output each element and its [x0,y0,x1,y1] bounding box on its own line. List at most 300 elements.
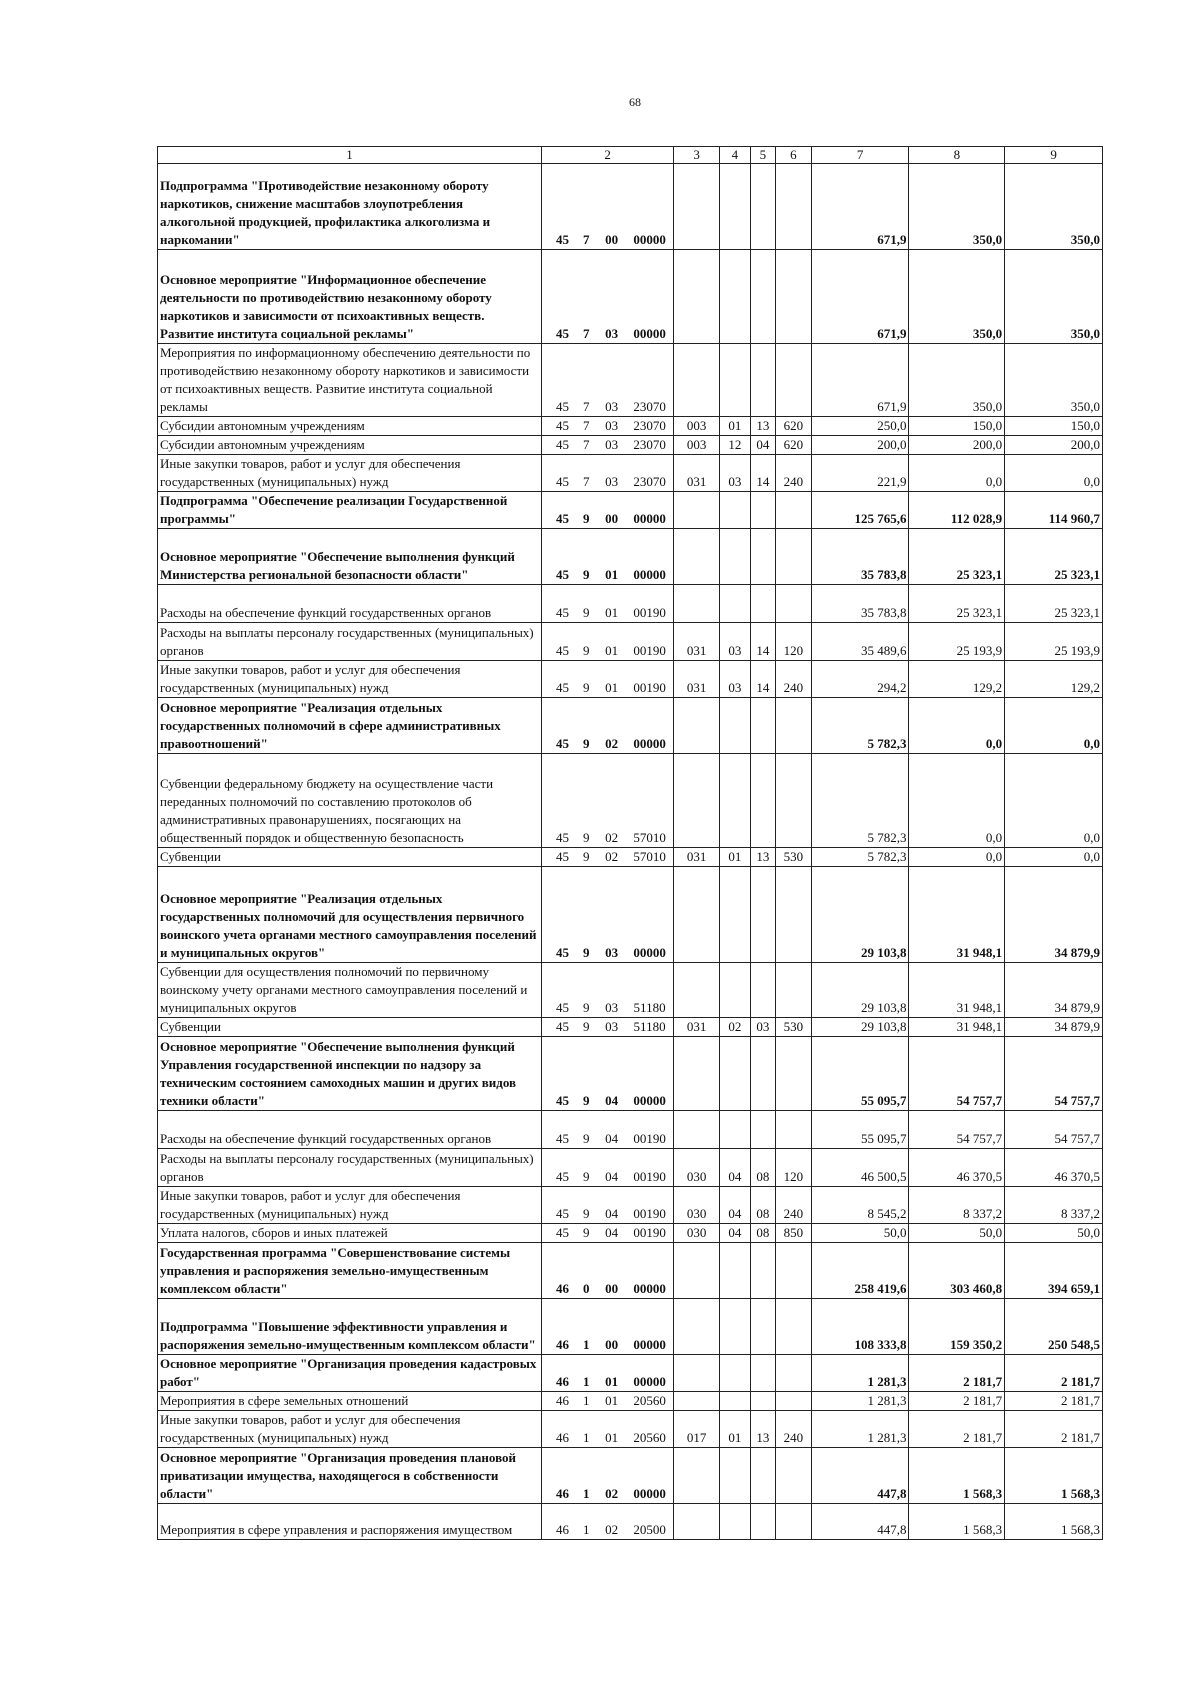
table-row [158,529,1103,585]
code-subprogram: 1 [575,1448,597,1504]
amount-col-9: 114 960,7 [1005,492,1103,529]
table-row [158,1392,1103,1411]
code-subsection [750,250,775,344]
amount-col-7: 671,9 [811,250,909,344]
code-subprogram: 9 [575,1111,597,1149]
code-section [720,867,751,963]
code-subprogram: 9 [575,963,597,1018]
table-row [158,164,1103,250]
code-section [720,1504,751,1540]
code-subsection [750,585,775,623]
code-expense-type: 530 [776,848,812,867]
table-row [158,1018,1103,1037]
code-direction: 00000 [626,1299,674,1355]
amount-col-9: 25 193,9 [1005,623,1103,661]
code-subprogram: 7 [575,455,597,492]
table-row [158,1243,1103,1299]
amount-col-8: 350,0 [909,344,1005,417]
amount-col-8: 2 181,7 [909,1411,1005,1448]
amount-col-9: 350,0 [1005,164,1103,250]
code-subprogram: 9 [575,867,597,963]
row-name: Иные закупки товаров, работ и услуг для обеспечения государственных (муниципальных) нужд [158,455,542,492]
code-direction: 00000 [626,698,674,754]
row-name: Субсидии автономным учреждениям [158,417,542,436]
amount-col-7: 5 782,3 [811,698,909,754]
code-activity: 02 [597,1448,626,1504]
code-subsection: 03 [750,1018,775,1037]
code-expense-type: 120 [776,623,812,661]
code-subsection: 08 [750,1149,775,1187]
amount-col-8: 200,0 [909,436,1005,455]
code-subprogram: 9 [575,1224,597,1243]
code-program: 45 [541,623,575,661]
code-section: 01 [720,848,751,867]
code-subsection: 14 [750,455,775,492]
amount-col-8: 25 323,1 [909,585,1005,623]
amount-col-7: 200,0 [811,436,909,455]
amount-col-8: 2 181,7 [909,1392,1005,1411]
amount-col-9: 350,0 [1005,344,1103,417]
code-section: 04 [720,1224,751,1243]
row-name: Основное мероприятие "Информационное обеспечение деятельности по противодействию незаконному обороту наркотиков и зависимости от психоактивных веществ. Развитие института социальной рекламы" [158,250,542,344]
amount-col-9: 25 323,1 [1005,529,1103,585]
amount-col-7: 50,0 [811,1224,909,1243]
code-expense-type [776,867,812,963]
code-subprogram: 9 [575,848,597,867]
amount-col-8: 2 181,7 [909,1355,1005,1392]
page-number: 68 [629,95,641,109]
code-program: 45 [541,698,575,754]
code-ministry [674,1037,720,1111]
code-expense-type [776,698,812,754]
code-subprogram: 9 [575,492,597,529]
amount-col-7: 294,2 [811,661,909,698]
amount-col-7: 250,0 [811,417,909,436]
code-activity: 01 [597,1411,626,1448]
code-expense-type: 240 [776,661,812,698]
code-section [720,1448,751,1504]
code-ministry [674,754,720,848]
code-section: 03 [720,623,751,661]
table-row [158,455,1103,492]
row-name: Подпрограмма "Обеспечение реализации Государственной программы" [158,492,542,529]
row-name: Расходы на выплаты персоналу государственных (муниципальных) органов [158,1149,542,1187]
code-direction: 51180 [626,963,674,1018]
code-subprogram: 9 [575,1037,597,1111]
amount-col-8: 350,0 [909,250,1005,344]
amount-col-8: 0,0 [909,455,1005,492]
column-header-6: 6 [776,147,812,164]
code-ministry: 030 [674,1224,720,1243]
code-section [720,698,751,754]
amount-col-8: 112 028,9 [909,492,1005,529]
code-ministry [674,1111,720,1149]
row-name: Мероприятия в сфере управления и распоряжения имуществом [158,1504,542,1540]
code-program: 45 [541,417,575,436]
code-direction: 23070 [626,436,674,455]
code-expense-type [776,344,812,417]
code-ministry [674,492,720,529]
code-program: 46 [541,1355,575,1392]
code-program: 45 [541,436,575,455]
amount-col-8: 50,0 [909,1224,1005,1243]
code-subsection [750,867,775,963]
amount-col-7: 55 095,7 [811,1037,909,1111]
code-direction: 00000 [626,250,674,344]
code-direction: 20560 [626,1392,674,1411]
code-program: 45 [541,1037,575,1111]
amount-col-9: 0,0 [1005,455,1103,492]
amount-col-7: 447,8 [811,1504,909,1540]
table-row [158,1037,1103,1111]
code-subsection [750,1299,775,1355]
code-program: 46 [541,1504,575,1540]
code-subsection: 14 [750,661,775,698]
code-direction: 00000 [626,492,674,529]
code-ministry: 031 [674,1018,720,1037]
code-expense-type [776,492,812,529]
code-ministry: 030 [674,1187,720,1224]
amount-col-7: 221,9 [811,455,909,492]
code-subsection [750,698,775,754]
code-section [720,529,751,585]
code-activity: 02 [597,754,626,848]
row-name: Иные закупки товаров, работ и услуг для обеспечения государственных (муниципальных) нужд [158,1411,542,1448]
table-row [158,661,1103,698]
code-subsection [750,1504,775,1540]
code-direction: 00190 [626,585,674,623]
table-row [158,1224,1103,1243]
code-ministry [674,1448,720,1504]
table-row [158,1411,1103,1448]
row-name: Расходы на обеспечение функций государственных органов [158,585,542,623]
code-expense-type: 620 [776,436,812,455]
column-header-9: 9 [1005,147,1103,164]
amount-col-8: 25 193,9 [909,623,1005,661]
row-name: Основное мероприятие "Обеспечение выполнения функций Управления государственной инспекции по надзору за техническим состоянием самоходных машин и других видов техники области" [158,1037,542,1111]
code-expense-type [776,754,812,848]
amount-col-7: 671,9 [811,164,909,250]
table-row [158,585,1103,623]
column-header-1: 1 [158,147,542,164]
amount-col-9: 1 568,3 [1005,1504,1103,1540]
code-subsection [750,1448,775,1504]
row-name: Основное мероприятие "Реализация отдельных государственных полномочий в сфере административных правоотношений" [158,698,542,754]
code-section: 12 [720,436,751,455]
column-header-4: 4 [720,147,751,164]
code-activity: 01 [597,1355,626,1392]
code-direction: 20560 [626,1411,674,1448]
amount-col-9: 1 568,3 [1005,1448,1103,1504]
code-section [720,1299,751,1355]
code-subsection [750,1037,775,1111]
row-name: Расходы на выплаты персоналу государственных (муниципальных) органов [158,623,542,661]
code-direction: 00190 [626,1187,674,1224]
code-subsection [750,1243,775,1299]
code-expense-type [776,1504,812,1540]
code-direction: 23070 [626,417,674,436]
code-program: 45 [541,1149,575,1187]
row-name: Основное мероприятие "Организация проведения плановой приватизации имущества, находящегося в собственности области" [158,1448,542,1504]
amount-col-7: 46 500,5 [811,1149,909,1187]
code-subsection: 08 [750,1224,775,1243]
code-direction: 57010 [626,848,674,867]
code-section: 04 [720,1187,751,1224]
amount-col-9: 2 181,7 [1005,1392,1103,1411]
code-direction: 51180 [626,1018,674,1037]
code-subsection [750,1392,775,1411]
amount-col-7: 8 545,2 [811,1187,909,1224]
row-name: Основное мероприятие "Организация проведения кадастровых работ" [158,1355,542,1392]
code-direction: 00190 [626,661,674,698]
code-expense-type [776,1355,812,1392]
code-expense-type: 120 [776,1149,812,1187]
code-section: 01 [720,417,751,436]
table-row [158,848,1103,867]
code-activity: 01 [597,661,626,698]
code-ministry: 017 [674,1411,720,1448]
code-subsection [750,529,775,585]
code-section [720,250,751,344]
amount-col-7: 35 783,8 [811,585,909,623]
column-header-2: 2 [541,147,673,164]
code-activity: 03 [597,455,626,492]
code-direction: 00000 [626,529,674,585]
amount-col-8: 303 460,8 [909,1243,1005,1299]
code-section [720,963,751,1018]
code-ministry: 003 [674,436,720,455]
code-activity: 01 [597,623,626,661]
amount-col-9: 34 879,9 [1005,1018,1103,1037]
code-direction: 57010 [626,754,674,848]
amount-col-7: 55 095,7 [811,1111,909,1149]
amount-col-8: 350,0 [909,164,1005,250]
code-ministry [674,698,720,754]
row-name: Мероприятия по информационному обеспечению деятельности по противодействию незаконному обороту наркотиков и зависимости от психоактивных веществ. Развитие института социальной рекламы [158,344,542,417]
code-expense-type [776,164,812,250]
code-program: 45 [541,585,575,623]
code-program: 46 [541,1299,575,1355]
code-section [720,164,751,250]
amount-col-9: 0,0 [1005,698,1103,754]
code-program: 45 [541,867,575,963]
row-name: Иные закупки товаров, работ и услуг для обеспечения государственных (муниципальных) нужд [158,1187,542,1224]
code-direction: 00190 [626,1149,674,1187]
code-ministry [674,1243,720,1299]
amount-col-7: 671,9 [811,344,909,417]
code-subsection [750,1111,775,1149]
code-subsection [750,492,775,529]
code-direction: 00000 [626,1037,674,1111]
column-header-7: 7 [811,147,909,164]
amount-col-7: 1 281,3 [811,1392,909,1411]
amount-col-8: 129,2 [909,661,1005,698]
header-row [158,147,1103,164]
code-subsection [750,754,775,848]
code-expense-type [776,1392,812,1411]
code-expense-type [776,585,812,623]
amount-col-9: 394 659,1 [1005,1243,1103,1299]
code-subsection: 14 [750,623,775,661]
code-program: 46 [541,1392,575,1411]
code-ministry: 031 [674,661,720,698]
code-expense-type [776,529,812,585]
amount-col-8: 31 948,1 [909,867,1005,963]
code-subprogram: 7 [575,164,597,250]
code-direction: 00000 [626,1243,674,1299]
code-program: 45 [541,1018,575,1037]
code-section: 04 [720,1149,751,1187]
code-ministry [674,164,720,250]
row-name: Мероприятия в сфере земельных отношений [158,1392,542,1411]
amount-col-8: 0,0 [909,848,1005,867]
code-ministry [674,963,720,1018]
amount-col-7: 258 419,6 [811,1243,909,1299]
code-section [720,1037,751,1111]
table-row [158,1299,1103,1355]
code-section [720,1111,751,1149]
code-activity: 01 [597,1392,626,1411]
code-subprogram: 0 [575,1243,597,1299]
table-row [158,250,1103,344]
code-expense-type: 530 [776,1018,812,1037]
budget-table [157,146,1103,1540]
code-section [720,1243,751,1299]
code-program: 45 [541,250,575,344]
code-expense-type [776,1243,812,1299]
code-section: 01 [720,1411,751,1448]
code-subprogram: 1 [575,1504,597,1540]
code-ministry [674,1392,720,1411]
amount-col-8: 0,0 [909,754,1005,848]
code-activity: 03 [597,250,626,344]
code-direction: 00190 [626,1111,674,1149]
code-activity: 02 [597,848,626,867]
amount-col-7: 447,8 [811,1448,909,1504]
code-activity: 01 [597,529,626,585]
code-ministry [674,585,720,623]
code-ministry [674,1299,720,1355]
code-ministry [674,344,720,417]
code-subsection [750,344,775,417]
amount-col-7: 35 783,8 [811,529,909,585]
table-row [158,436,1103,455]
amount-col-9: 54 757,7 [1005,1037,1103,1111]
amount-col-9: 2 181,7 [1005,1355,1103,1392]
code-expense-type: 240 [776,455,812,492]
code-activity: 04 [597,1037,626,1111]
table-row [158,963,1103,1018]
code-program: 45 [541,661,575,698]
code-program: 46 [541,1448,575,1504]
row-name: Субвенции [158,848,542,867]
code-subprogram: 9 [575,529,597,585]
row-name: Уплата налогов, сборов и иных платежей [158,1224,542,1243]
code-activity: 00 [597,1243,626,1299]
amount-col-8: 54 757,7 [909,1037,1005,1111]
code-activity: 03 [597,867,626,963]
code-activity: 03 [597,436,626,455]
code-subsection: 13 [750,1411,775,1448]
code-subprogram: 7 [575,436,597,455]
code-section [720,1355,751,1392]
amount-col-7: 125 765,6 [811,492,909,529]
code-activity: 01 [597,585,626,623]
amount-col-9: 54 757,7 [1005,1111,1103,1149]
code-subprogram: 9 [575,623,597,661]
code-activity: 04 [597,1149,626,1187]
amount-col-9: 0,0 [1005,754,1103,848]
code-ministry [674,250,720,344]
amount-col-8: 150,0 [909,417,1005,436]
code-program: 45 [541,455,575,492]
code-subprogram: 1 [575,1392,597,1411]
code-subsection [750,1355,775,1392]
amount-col-8: 31 948,1 [909,1018,1005,1037]
code-subsection [750,164,775,250]
row-name: Подпрограмма "Повышение эффективности управления и распоряжения земельно-имущественным комплексом области" [158,1299,542,1355]
amount-col-8: 25 323,1 [909,529,1005,585]
amount-col-9: 0,0 [1005,848,1103,867]
amount-col-7: 1 281,3 [811,1411,909,1448]
code-activity: 02 [597,698,626,754]
table-row [158,1149,1103,1187]
amount-col-9: 2 181,7 [1005,1411,1103,1448]
code-program: 45 [541,1111,575,1149]
code-activity: 03 [597,417,626,436]
row-name: Субвенции для осуществления полномочий по первичному воинскому учету органами местного самоуправления поселений и муниципальных округов [158,963,542,1018]
code-expense-type: 850 [776,1224,812,1243]
code-activity: 03 [597,963,626,1018]
row-name: Иные закупки товаров, работ и услуг для обеспечения государственных (муниципальных) нужд [158,661,542,698]
amount-col-7: 29 103,8 [811,1018,909,1037]
code-activity: 02 [597,1504,626,1540]
table-row [158,1187,1103,1224]
amount-col-7: 35 489,6 [811,623,909,661]
amount-col-9: 150,0 [1005,417,1103,436]
code-section [720,492,751,529]
row-name: Субвенции федеральному бюджету на осуществление части переданных полномочий по составлению протоколов об административных правонарушениях, посягающих на общественный порядок и общественную безопасность [158,754,542,848]
table-row [158,623,1103,661]
code-subprogram: 9 [575,1187,597,1224]
code-expense-type [776,1448,812,1504]
column-header-8: 8 [909,147,1005,164]
amount-col-8: 54 757,7 [909,1111,1005,1149]
code-program: 45 [541,1224,575,1243]
code-direction: 00000 [626,164,674,250]
table-row [158,754,1103,848]
code-program: 45 [541,164,575,250]
table-row [158,417,1103,436]
table-row [158,1111,1103,1149]
amount-col-9: 129,2 [1005,661,1103,698]
amount-col-9: 34 879,9 [1005,867,1103,963]
amount-col-8: 0,0 [909,698,1005,754]
code-subsection: 13 [750,848,775,867]
amount-col-9: 350,0 [1005,250,1103,344]
amount-col-7: 5 782,3 [811,848,909,867]
column-header-5: 5 [750,147,775,164]
amount-col-9: 50,0 [1005,1224,1103,1243]
row-name: Подпрограмма "Противодействие незаконному обороту наркотиков, снижение масштабов злоупотребления алкогольной продукцией, профилактика алкоголизма и наркомании" [158,164,542,250]
code-activity: 04 [597,1111,626,1149]
amount-col-7: 29 103,8 [811,963,909,1018]
amount-col-8: 1 568,3 [909,1448,1005,1504]
code-subprogram: 7 [575,417,597,436]
code-subprogram: 9 [575,698,597,754]
code-subprogram: 1 [575,1355,597,1392]
amount-col-7: 1 281,3 [811,1355,909,1392]
